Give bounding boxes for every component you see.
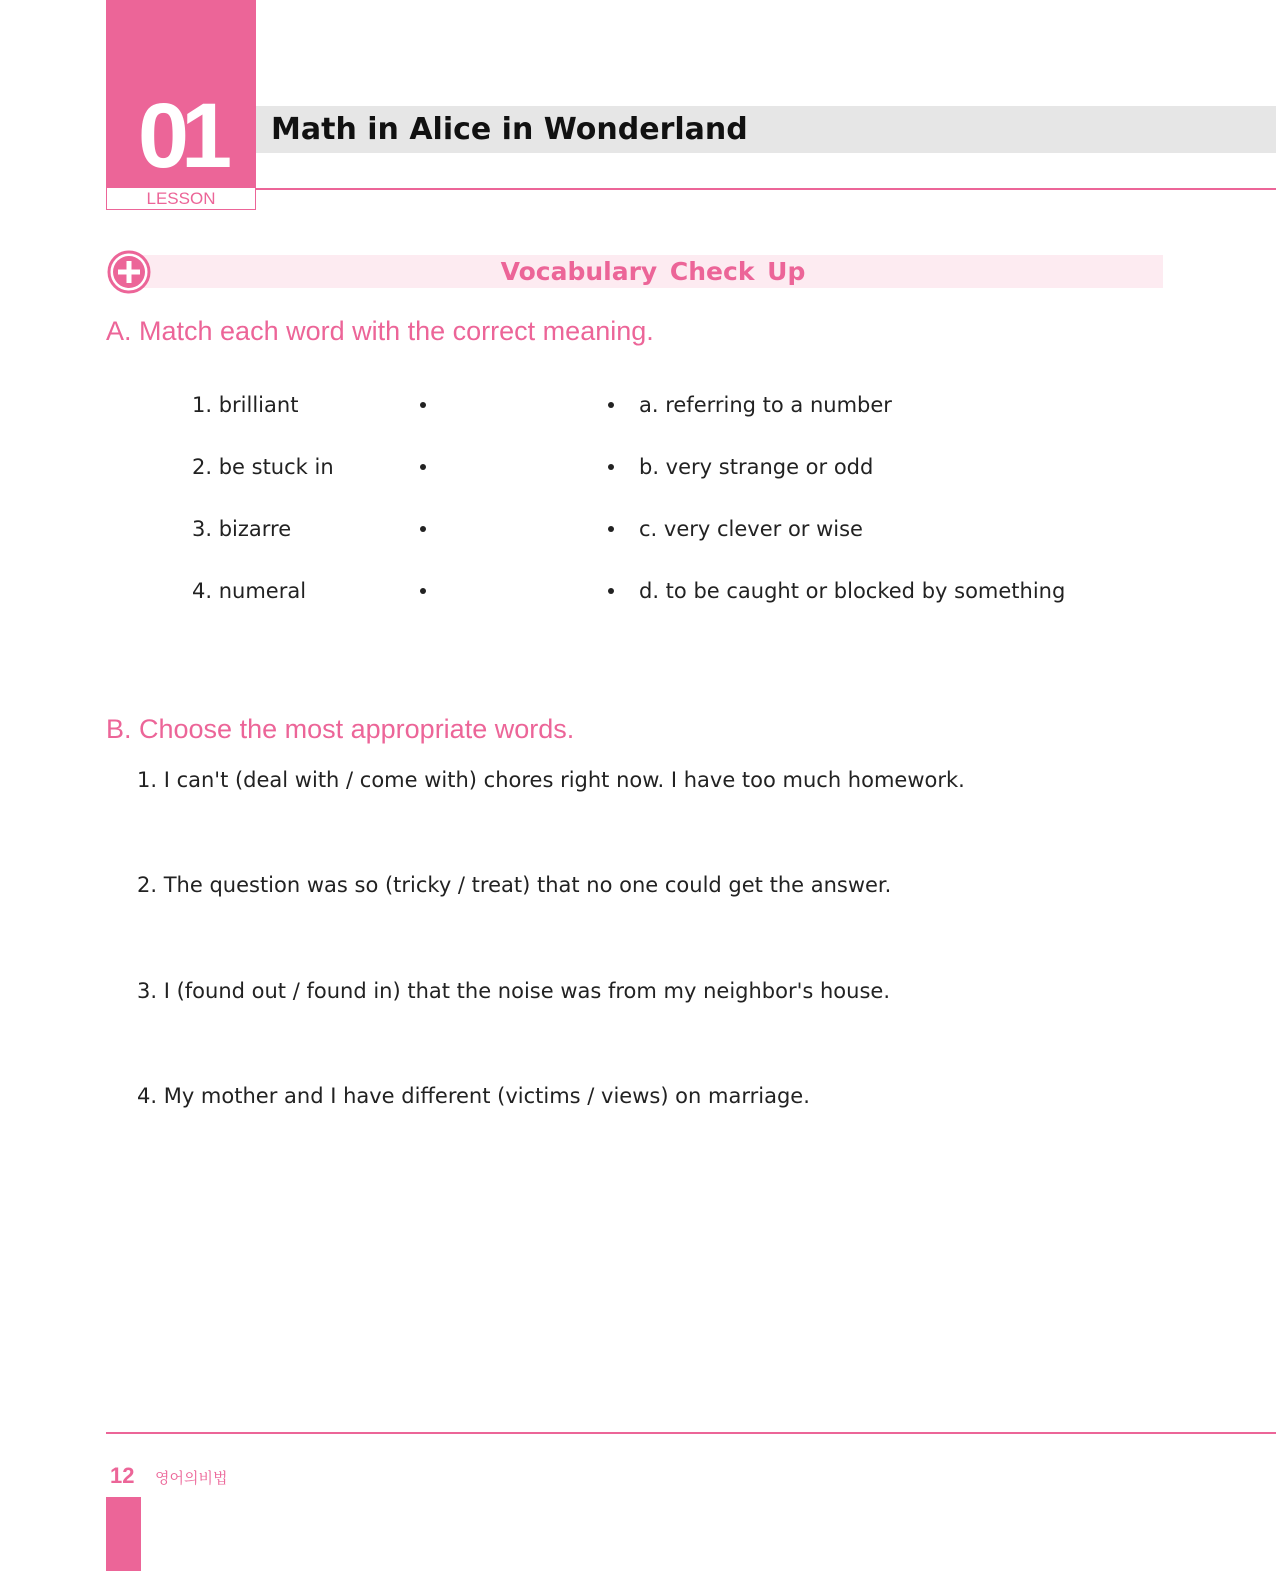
- section-b-heading: B. Choose the most appropriate words.: [106, 714, 575, 744]
- match-row: [0, 575, 1276, 607]
- footer-divider: [106, 1432, 1276, 1434]
- lesson-title: Math in Alice in Wonderland: [271, 112, 748, 147]
- match-dot-left[interactable]: [420, 464, 426, 470]
- match-row: [0, 451, 1276, 483]
- question-item: 4. My mother and I have different (victims / views) on marriage.: [137, 1084, 810, 1108]
- footer-tab: [106, 1497, 141, 1571]
- match-dot-right[interactable]: [608, 526, 614, 532]
- book-title: 영어의비법: [155, 1469, 228, 1487]
- question-item: 3. I (found out / found in) that the noise was from my neighbor's house.: [137, 979, 890, 1003]
- match-meaning: b. very strange or odd: [639, 455, 874, 479]
- match-dot-left[interactable]: [420, 588, 426, 594]
- match-dot-left[interactable]: [420, 402, 426, 408]
- match-word: 4. numeral: [192, 579, 307, 603]
- match-row: [0, 389, 1276, 421]
- match-word: 2. be stuck in: [192, 455, 334, 479]
- match-row: [0, 513, 1276, 545]
- match-word: 1. brilliant: [192, 393, 299, 417]
- match-meaning: d. to be caught or blocked by something: [639, 579, 1066, 603]
- match-meaning: a. referring to a number: [639, 393, 892, 417]
- match-dot-left[interactable]: [420, 526, 426, 532]
- match-meaning: c. very clever or wise: [639, 517, 863, 541]
- page-number: 12: [110, 1463, 135, 1488]
- question-item: 1. I can't (deal with / come with) chores right now. I have too much homework.: [137, 768, 965, 792]
- question-item: 2. The question was so (tricky / treat) that no one could get the answer.: [137, 873, 892, 897]
- vocab-title: Vocabulary Check Up: [500, 257, 806, 286]
- match-dot-right[interactable]: [608, 464, 614, 470]
- match-dot-right[interactable]: [608, 588, 614, 594]
- match-dot-right[interactable]: [608, 402, 614, 408]
- lesson-label: LESSON: [106, 188, 256, 210]
- match-word: 3. bizarre: [192, 517, 292, 541]
- header-divider: [256, 188, 1276, 190]
- lesson-number: 01: [137, 85, 225, 187]
- section-a-heading: A. Match each word with the correct meaning.: [106, 316, 654, 346]
